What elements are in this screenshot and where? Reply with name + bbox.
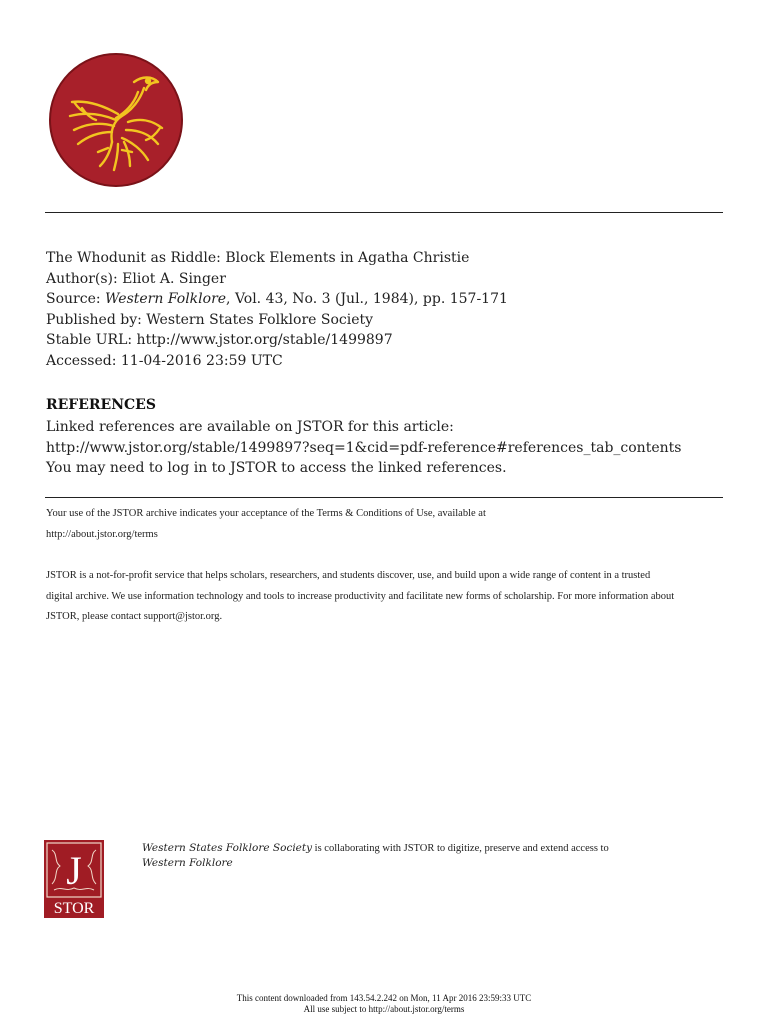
references-heading: REFERENCES	[46, 397, 156, 413]
terms-notice	[46, 504, 736, 545]
jstor-logo	[44, 840, 104, 918]
article-title: The Whodunit as Riddle: Block Elements in Agatha Christie	[46, 250, 470, 266]
article-authors	[46, 269, 508, 290]
source-journal: Western Folklore	[105, 291, 227, 307]
about-line-3: JSTOR, please contact support@jstor.org.	[46, 611, 223, 622]
source-details: , Vol. 43, No. 3 (Jul., 1984), pp. 157-171	[226, 291, 508, 307]
references-intro: Linked references are available on JSTOR for this article:	[46, 419, 454, 435]
terms-link[interactable]: http://about.jstor.org/terms	[46, 528, 158, 540]
source-label: Source:	[46, 291, 106, 307]
footer-download-info: This content downloaded from 143.54.2.242 on Mon, 11 Apr 2016 23:59:33 UTC	[236, 993, 532, 1003]
about-line-1: JSTOR is a not-for-profit service that helps scholars, researchers, and students discover, use, and build upon a wide range of content in a trusted	[46, 570, 651, 581]
publisher-label: Published by:	[46, 311, 147, 328]
terms-text: Your use of the JSTOR archive indicates your acceptance of the Terms & Conditions of Use, available at	[46, 508, 486, 519]
collab-journal: Western Folklore	[142, 857, 233, 869]
stable-url-link[interactable]: http://www.jstor.org/stable/1499897	[136, 332, 393, 348]
authors-label: Author(s):	[46, 270, 123, 287]
references-link[interactable]: http://www.jstor.org/stable/1499897?seq=1&cid=pdf-reference#references_tab_contents	[46, 439, 682, 456]
jstor-logo-text: STOR	[53, 900, 95, 917]
terms-divider	[45, 497, 723, 498]
references-login-note: You may need to log in to JSTOR to access the linked references.	[46, 460, 507, 476]
publisher-value: Western States Folklore Society	[146, 311, 374, 328]
collab-text: is collaborating with JSTOR to digitize, preserve and extend access to	[312, 843, 609, 854]
accessed-label: Accessed:	[46, 352, 121, 369]
references-block	[46, 417, 681, 479]
header-divider	[45, 212, 723, 213]
article-metadata	[46, 248, 508, 371]
collab-publisher: Western States Folklore Society	[142, 842, 313, 854]
authors-value: Eliot A. Singer	[122, 270, 226, 287]
accessed-value: 11-04-2016 23:59 UTC	[120, 352, 283, 369]
download-footer	[0, 993, 768, 1015]
article-stable-url	[46, 330, 508, 351]
about-jstor	[46, 566, 736, 628]
collaboration-notice	[142, 841, 609, 870]
publisher-seal-logo	[48, 52, 184, 188]
article-source	[46, 289, 508, 310]
about-line-2: digital archive. We use information technology and tools to increase productivity and facilitate new forms of scholarship. For more information about	[46, 590, 675, 602]
footer-terms: All use subject to http://about.jstor.org/terms	[303, 1004, 465, 1014]
article-publisher	[46, 310, 508, 331]
jstor-logo-letter: J	[66, 848, 82, 893]
stable-url-label: Stable URL:	[46, 332, 137, 348]
article-accessed	[46, 351, 508, 372]
